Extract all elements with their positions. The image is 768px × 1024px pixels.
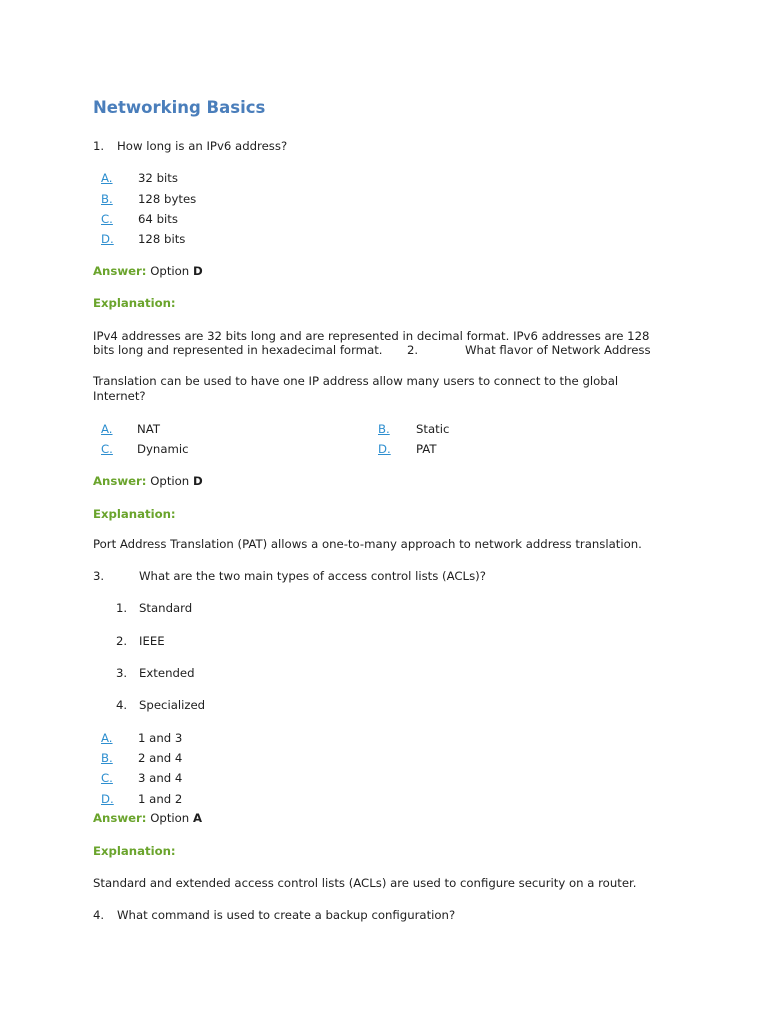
option-b-text: Static [416,422,450,436]
answer-value: D [192,264,203,278]
page-title: Networking Basics [93,98,266,117]
list-item-number: 2. [116,634,128,648]
option-a-link[interactable]: A. [101,171,113,185]
answer-line [93,474,203,488]
option-b-text: 2 and 4 [138,751,183,765]
option-c-text: Dynamic [137,442,189,456]
answer-value: A [192,811,202,825]
question-number: 1. [93,139,105,153]
option-c-text: 64 bits [138,212,178,226]
option-d-text: 128 bits [138,232,186,246]
answer-prefix: Option [150,264,190,278]
question-number: 4. [93,908,105,922]
option-d-text: 1 and 2 [138,792,183,806]
list-item-number: 1. [116,601,128,615]
answer-label: Answer: [93,474,147,488]
option-c-link[interactable]: C. [101,442,113,456]
answer-line [93,264,203,278]
list-item: IEEE [139,634,165,648]
option-d-link[interactable]: D. [378,442,391,456]
answer-line [93,811,202,825]
answer-label: Answer: [93,264,147,278]
answer-value: D [192,474,203,488]
explanation-line: IPv4 addresses are 32 bits long and are represented in decimal format. IPv6 addresses are 128 [93,329,650,343]
option-c-text: 3 and 4 [138,771,183,785]
option-d-link[interactable]: D. [101,792,114,806]
question-text: How long is an IPv6 address? [117,139,288,153]
list-item: Specialized [139,698,206,712]
option-a-link[interactable]: A. [101,731,113,745]
explanation-line: bits long and represented in hexadecimal format. [93,343,383,357]
option-c-link[interactable]: C. [101,212,113,226]
explanation-label: Explanation: [93,296,176,310]
option-b-link[interactable]: B. [101,751,113,765]
answer-label: Answer: [93,811,147,825]
list-item-number: 3. [116,666,128,680]
explanation-label: Explanation: [93,844,176,858]
question-text: What command is used to create a backup configuration? [117,908,456,922]
question-text: Internet? [93,389,146,403]
list-item: Standard [139,601,193,615]
question-text: Translation can be used to have one IP address allow many users to connect to the global [93,374,619,388]
question-number: 3. [93,569,105,583]
list-item-number: 4. [116,698,128,712]
option-b-link[interactable]: B. [378,422,390,436]
option-a-text: 1 and 3 [138,731,183,745]
option-a-text: 32 bits [138,171,178,185]
answer-prefix: Option [150,811,190,825]
option-b-text: 128 bytes [138,192,197,206]
option-c-link[interactable]: C. [101,771,113,785]
list-item: Extended [139,666,195,680]
explanation-label: Explanation: [93,507,176,521]
question-text: What flavor of Network Address [465,343,651,357]
question-number: 2. [407,343,419,357]
explanation-line: Port Address Translation (PAT) allows a one-to-many approach to network address translation. [93,537,642,551]
question-text: What are the two main types of access control lists (ACLs)? [139,569,486,583]
answer-prefix: Option [150,474,190,488]
explanation-line: Standard and extended access control lists (ACLs) are used to configure security on a router. [93,876,637,890]
option-d-link[interactable]: D. [101,232,114,246]
option-a-link[interactable]: A. [101,422,113,436]
option-b-link[interactable]: B. [101,192,113,206]
option-a-text: NAT [137,422,160,436]
option-d-text: PAT [416,442,437,456]
